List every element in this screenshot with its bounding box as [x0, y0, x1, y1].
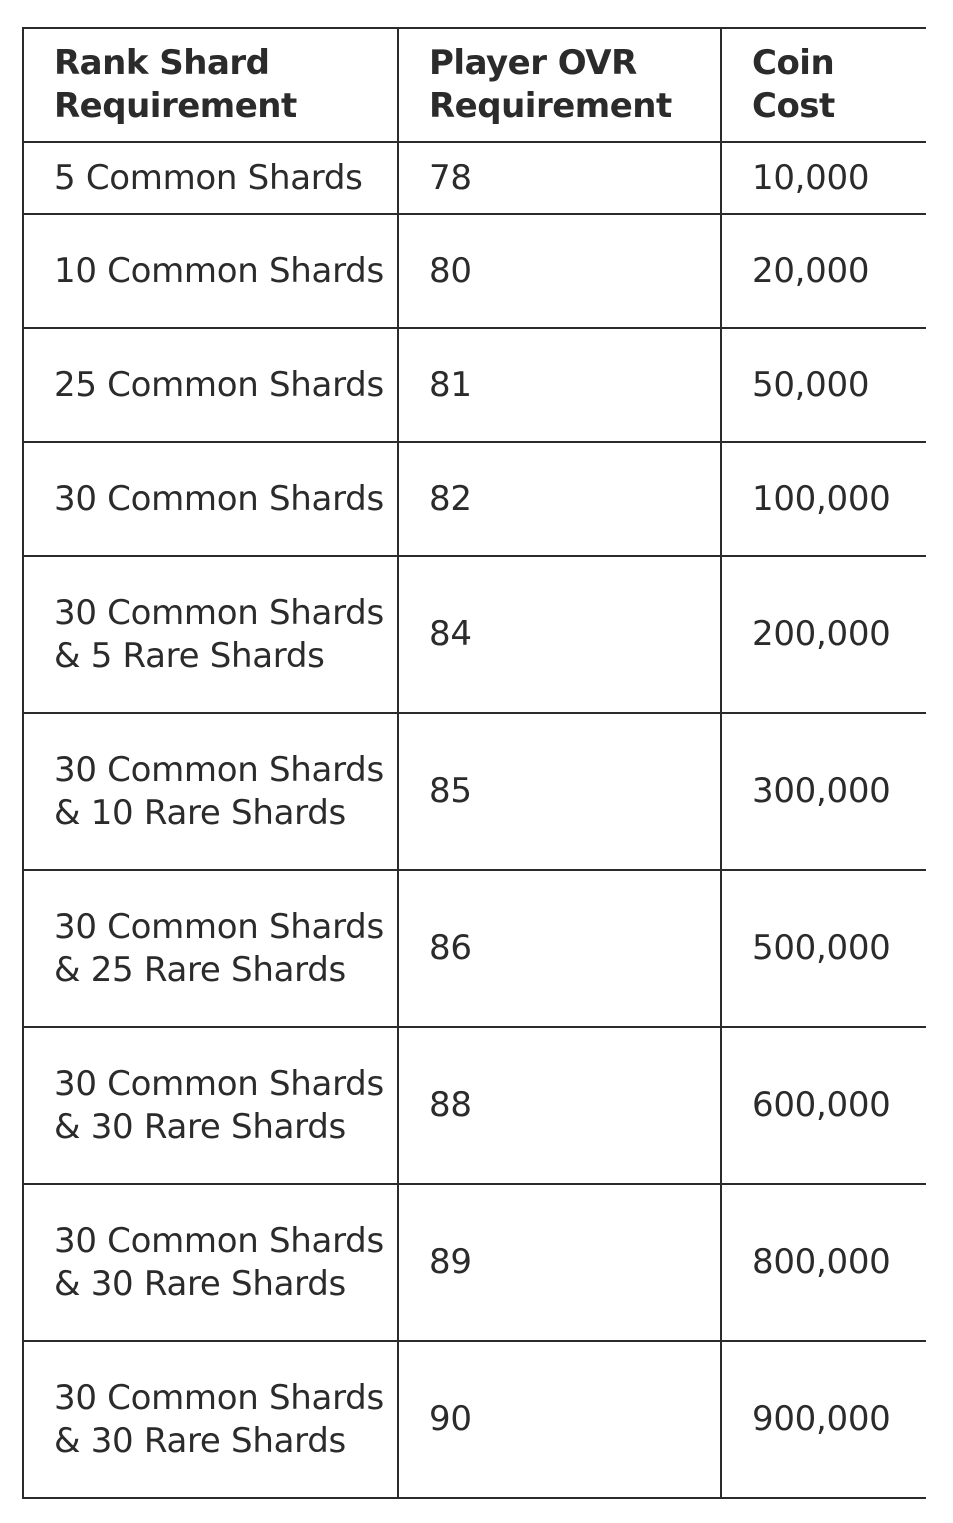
table-row	[23, 1184, 926, 1341]
table-row	[23, 1027, 926, 1184]
cell-ovr-requirement: 90	[398, 1341, 721, 1498]
table-row	[23, 713, 926, 870]
cell-coin-cost: 100,000	[721, 442, 926, 556]
cell-shard-requirement: 5 Common Shards	[23, 142, 398, 214]
table-row	[23, 214, 926, 328]
rank-requirements-table-container	[22, 27, 925, 1499]
table-row	[23, 442, 926, 556]
header-rank-shard-requirement: Rank Shard Requirement	[23, 28, 398, 142]
cell-coin-cost: 10,000	[721, 142, 926, 214]
cell-ovr-requirement: 84	[398, 556, 721, 713]
cell-shard-requirement: 30 Common Shards	[23, 442, 398, 556]
cell-ovr-requirement: 88	[398, 1027, 721, 1184]
cell-coin-cost: 800,000	[721, 1184, 926, 1341]
header-row	[23, 28, 926, 142]
header-coin-cost: Coin Cost	[721, 28, 926, 142]
cell-coin-cost: 300,000	[721, 713, 926, 870]
table-row	[23, 1341, 926, 1498]
cell-coin-cost: 20,000	[721, 214, 926, 328]
cell-shard-requirement: 30 Common Shards & 5 Rare Shards	[23, 556, 398, 713]
table-row	[23, 142, 926, 214]
header-player-ovr-requirement: Player OVR Requirement	[398, 28, 721, 142]
rank-requirements-table	[22, 27, 926, 1499]
cell-coin-cost: 500,000	[721, 870, 926, 1027]
cell-ovr-requirement: 82	[398, 442, 721, 556]
cell-ovr-requirement: 89	[398, 1184, 721, 1341]
cell-shard-requirement: 10 Common Shards	[23, 214, 398, 328]
cell-ovr-requirement: 80	[398, 214, 721, 328]
cell-shard-requirement: 30 Common Shards & 10 Rare Shards	[23, 713, 398, 870]
cell-coin-cost: 50,000	[721, 328, 926, 442]
cell-shard-requirement: 30 Common Shards & 30 Rare Shards	[23, 1341, 398, 1498]
cell-shard-requirement: 30 Common Shards & 30 Rare Shards	[23, 1027, 398, 1184]
cell-ovr-requirement: 86	[398, 870, 721, 1027]
table-row	[23, 328, 926, 442]
cell-ovr-requirement: 78	[398, 142, 721, 214]
table-body	[23, 142, 926, 1498]
cell-ovr-requirement: 81	[398, 328, 721, 442]
cell-shard-requirement: 25 Common Shards	[23, 328, 398, 442]
table-row	[23, 870, 926, 1027]
cell-shard-requirement: 30 Common Shards & 30 Rare Shards	[23, 1184, 398, 1341]
cell-ovr-requirement: 85	[398, 713, 721, 870]
table-row	[23, 556, 926, 713]
cell-shard-requirement: 30 Common Shards & 25 Rare Shards	[23, 870, 398, 1027]
cell-coin-cost: 600,000	[721, 1027, 926, 1184]
table-header	[23, 28, 926, 142]
cell-coin-cost: 200,000	[721, 556, 926, 713]
cell-coin-cost: 900,000	[721, 1341, 926, 1498]
